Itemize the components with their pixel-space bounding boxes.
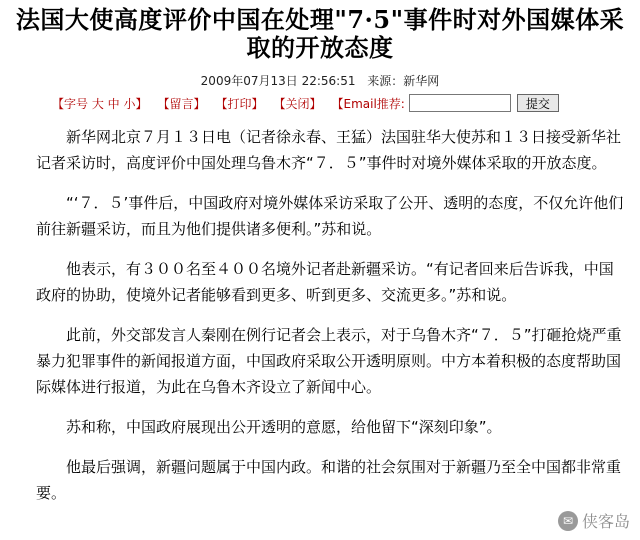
watermark-text: 侠客岛 — [581, 512, 630, 531]
comment-link[interactable]: 【留言】 — [157, 96, 206, 111]
font-size-control[interactable]: 【字号 大 中 小】 — [52, 96, 148, 111]
article-meta — [0, 72, 640, 89]
paragraph: “‘７．５’事件后，中国政府对境外媒体采访采取了公开、透明的态度，不仅允许他们前往新疆采访，而且为他们提供诸多便利。”苏和说。 — [36, 194, 624, 238]
article-body — [36, 124, 628, 520]
paragraph: 苏和称，中国政府展现出公开透明的意愿，给他留下“深刻印象”。 — [66, 418, 502, 436]
paragraph: 他最后强调，新疆问题属于中国内政。和谐的社会氛围对于新疆乃至全中国都非常重要。 — [36, 458, 622, 502]
paragraph: 新华网北京７月１３日电（记者徐永春、王猛）法国驻华大使苏和１３日接受新华社记者采访时，高度评价中国处理乌鲁木齐“７．５”事件时对境外媒体采取的开放态度。 — [36, 128, 622, 172]
source-label: 来源：新华网 — [367, 74, 440, 88]
watermark — [558, 509, 630, 532]
publish-date: 2009年07月13日 22:56:51 — [200, 74, 356, 88]
article-headline: 法国大使高度评价中国在处理"7·5"事件时对外国媒体采取的开放态度 — [15, 5, 625, 62]
wechat-logo-icon: ✉ — [558, 511, 578, 531]
email-recommend-label: 【Email推荐: — [331, 96, 405, 111]
paragraph: 此前，外交部发言人秦刚在例行记者会上表示，对于乌鲁木齐“７．５”打砸抢烧严重暴力犯罪事件的新闻报道方面，中国政府采取公开透明原则。中方本着积极的态度帮助国际媒体进行报道，为此在乌鲁木齐设立了新闻中心。 — [36, 326, 622, 396]
submit-button[interactable]: 提交 — [517, 94, 559, 112]
close-link[interactable]: 【关闭】 — [273, 96, 322, 111]
article-toolbar — [52, 92, 582, 114]
email-input[interactable] — [409, 94, 511, 112]
print-link[interactable]: 【打印】 — [215, 96, 264, 111]
paragraph: 他表示，有３００名至４００名境外记者赴新疆采访。“有记者回来后告诉我，中国政府的协助，使境外记者能够看到更多、听到更多、交流更多。”苏和说。 — [36, 260, 614, 304]
